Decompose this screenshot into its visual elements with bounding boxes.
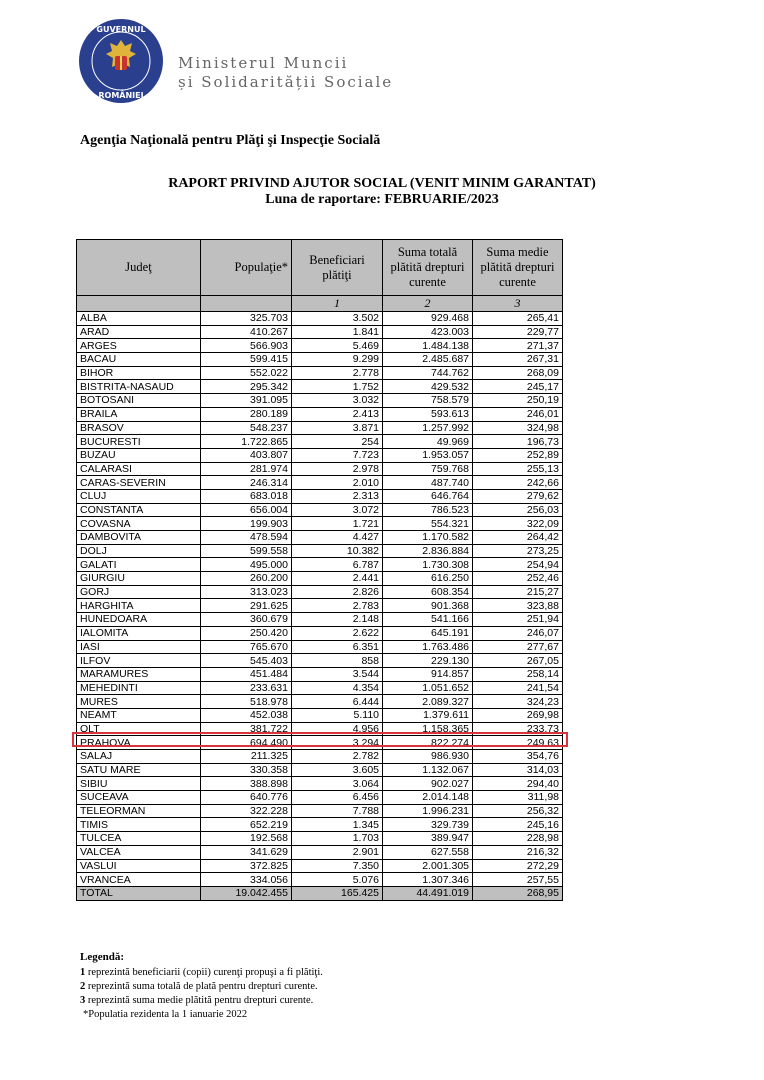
table-row [77,695,563,709]
header-county [77,240,201,296]
cell-average-sum: 264,42 [473,531,563,545]
cell-county: CONSTANTA [77,503,201,517]
table-row [77,640,563,654]
cell-average-sum: 246,01 [473,407,563,421]
cell-county: SATU MARE [77,763,201,777]
cell-average-sum: 271,37 [473,339,563,353]
population-footnote: *Populatia rezidenta la 1 ianuarie 2022 [83,1009,248,1020]
cell-beneficiaries: 858 [292,654,383,668]
cell-beneficiaries: 10.382 [292,544,383,558]
total-row [77,886,563,900]
cell-average-sum: 245,16 [473,818,563,832]
cell-total-sum: 2.014.148 [383,791,473,805]
ministry-line-1: Ministerul Muncii [178,54,349,72]
cell-county: DOLJ [77,544,201,558]
cell-average-sum: 294,40 [473,777,563,791]
table-row [77,312,563,326]
cell-county: HARGHITA [77,599,201,613]
cell-average-sum: 268,95 [473,886,563,900]
cell-beneficiaries: 1.345 [292,818,383,832]
table-row [77,448,563,462]
cell-beneficiaries: 2.148 [292,613,383,627]
table-row [77,517,563,531]
cell-total-sum: 593.613 [383,407,473,421]
table-row [77,750,563,764]
cell-population: 1.722.865 [201,435,292,449]
government-seal-icon [78,18,164,104]
cell-population: 683.018 [201,489,292,503]
cell-average-sum: 228,98 [473,832,563,846]
cell-county: GORJ [77,585,201,599]
cell-total-sum: 822.274 [383,736,473,750]
cell-total-sum: 423.003 [383,325,473,339]
cell-beneficiaries: 1.721 [292,517,383,531]
table-row [77,791,563,805]
cell-population: 211.325 [201,750,292,764]
cell-total-sum: 986.930 [383,750,473,764]
header-population [201,240,292,296]
table-row [77,763,563,777]
table-row [77,681,563,695]
cell-population: 250.420 [201,626,292,640]
social-aid-table [76,239,563,901]
cell-average-sum: 257,55 [473,873,563,887]
table-row [77,804,563,818]
cell-total-sum: 1.307.346 [383,873,473,887]
cell-average-sum: 246,07 [473,626,563,640]
legend-item [80,980,323,994]
cell-county: CALARASI [77,462,201,476]
cell-county: SIBIU [77,777,201,791]
table-row [77,873,563,887]
header-county-label: Judeţ [125,260,152,274]
table-row [77,421,563,435]
cell-beneficiaries: 2.782 [292,750,383,764]
cell-beneficiaries: 165.425 [292,886,383,900]
table-row [77,558,563,572]
cell-population: 388.898 [201,777,292,791]
cell-beneficiaries: 2.826 [292,585,383,599]
cell-total-sum: 1.051.652 [383,681,473,695]
table-row [77,407,563,421]
cell-county: ARAD [77,325,201,339]
legend-item [80,966,323,980]
cell-county: NEAMT [77,708,201,722]
subheader-4: 3 [473,296,563,312]
legend-item [80,994,323,1008]
subheader-1 [201,296,292,312]
cell-population: 599.415 [201,353,292,367]
subheader-0 [77,296,201,312]
header-population-label: Populaţie* [234,260,288,274]
cell-beneficiaries: 3.072 [292,503,383,517]
table-row [77,394,563,408]
table-row [77,489,563,503]
cell-average-sum: 277,67 [473,640,563,654]
cell-population: 360.679 [201,613,292,627]
table-row [77,366,563,380]
cell-beneficiaries: 2.978 [292,462,383,476]
cell-total-sum: 1.257.992 [383,421,473,435]
cell-population: 280.189 [201,407,292,421]
cell-average-sum: 311,98 [473,791,563,805]
legend-text: reprezintă beneficiarii (copii) curenţi propuşi a fi plătiţi. [87,967,323,978]
table-row [77,654,563,668]
table-row [77,818,563,832]
cell-total-sum: 627.558 [383,845,473,859]
table-row [77,572,563,586]
cell-population: 381.722 [201,722,292,736]
cell-beneficiaries: 6.351 [292,640,383,654]
table-row [77,339,563,353]
cell-county: IASI [77,640,201,654]
table-row [77,845,563,859]
table-row [77,353,563,367]
cell-population: 330.358 [201,763,292,777]
cell-total-sum: 1.379.611 [383,708,473,722]
cell-total-sum: 2.089.327 [383,695,473,709]
legend-text: reprezintă suma totală de plată pentru drepturi curente. [87,981,318,992]
cell-beneficiaries: 1.752 [292,380,383,394]
cell-average-sum: 250,19 [473,394,563,408]
cell-beneficiaries: 3.064 [292,777,383,791]
cell-total-sum: 1.763.486 [383,640,473,654]
table-body [77,312,563,901]
cell-total-sum: 786.523 [383,503,473,517]
cell-total-sum: 902.027 [383,777,473,791]
legend-key: 1 [80,967,86,978]
legend-key: 2 [80,981,86,992]
legend-key: 3 [80,995,86,1006]
cell-county: TELEORMAN [77,804,201,818]
cell-county: BRASOV [77,421,201,435]
table-row [77,626,563,640]
cell-total-sum: 929.468 [383,312,473,326]
cell-population: 391.095 [201,394,292,408]
cell-beneficiaries: 7.350 [292,859,383,873]
cell-average-sum: 255,13 [473,462,563,476]
cell-population: 291.625 [201,599,292,613]
cell-beneficiaries: 7.788 [292,804,383,818]
cell-county: PRAHOVA [77,736,201,750]
cell-beneficiaries: 4.956 [292,722,383,736]
cell-population: 545.403 [201,654,292,668]
cell-county: ILFOV [77,654,201,668]
cell-population: 518.978 [201,695,292,709]
table-row [77,832,563,846]
cell-beneficiaries: 2.010 [292,476,383,490]
cell-population: 281.974 [201,462,292,476]
cell-average-sum: 249,63 [473,736,563,750]
agency-name: Agenţia Naţională pentru Plăţi şi Inspecţie Socială [80,133,381,148]
table-row [77,503,563,517]
cell-average-sum: 267,05 [473,654,563,668]
cell-beneficiaries: 2.413 [292,407,383,421]
cell-beneficiaries: 2.441 [292,572,383,586]
cell-average-sum: 251,94 [473,613,563,627]
cell-total-sum: 759.768 [383,462,473,476]
cell-population: 599.558 [201,544,292,558]
cell-population: 372.825 [201,859,292,873]
cell-average-sum: 242,66 [473,476,563,490]
cell-total-sum: 645.191 [383,626,473,640]
cell-county: BRAILA [77,407,201,421]
cell-population: 765.670 [201,640,292,654]
cell-beneficiaries: 1.703 [292,832,383,846]
cell-county: IALOMITA [77,626,201,640]
cell-county: ALBA [77,312,201,326]
cell-beneficiaries: 3.032 [292,394,383,408]
cell-county: MARAMURES [77,667,201,681]
cell-county: VRANCEA [77,873,201,887]
cell-average-sum: 233,73 [473,722,563,736]
cell-county: VALCEA [77,845,201,859]
cell-average-sum: 272,29 [473,859,563,873]
cell-population: 233.631 [201,681,292,695]
cell-beneficiaries: 2.778 [292,366,383,380]
cell-average-sum: 265,41 [473,312,563,326]
cell-population: 410.267 [201,325,292,339]
cell-county: GIURGIU [77,572,201,586]
cell-average-sum: 256,32 [473,804,563,818]
cell-county: MURES [77,695,201,709]
cell-county: CARAS-SEVERIN [77,476,201,490]
cell-total-sum: 646.764 [383,489,473,503]
cell-beneficiaries: 2.783 [292,599,383,613]
table-row [77,585,563,599]
cell-county: DAMBOVITA [77,531,201,545]
cell-population: 451.484 [201,667,292,681]
table-row [77,777,563,791]
cell-average-sum: 273,25 [473,544,563,558]
cell-average-sum: 216,32 [473,845,563,859]
table-row [77,613,563,627]
cell-average-sum: 324,98 [473,421,563,435]
cell-average-sum: 196,73 [473,435,563,449]
cell-population: 694.490 [201,736,292,750]
report-title: RAPORT PRIVIND AJUTOR SOCIAL (VENIT MINIM GARANTAT) [168,176,596,191]
cell-total-sum: 2.485.687 [383,353,473,367]
cell-beneficiaries: 9.299 [292,353,383,367]
cell-county: BUCURESTI [77,435,201,449]
cell-county: CLUJ [77,489,201,503]
cell-average-sum: 252,89 [473,448,563,462]
cell-average-sum: 268,09 [473,366,563,380]
header-beneficiaries-label: Beneficiari plătiţi [309,252,365,282]
ministry-name [178,54,393,92]
cell-total-sum: 2.836.884 [383,544,473,558]
cell-county: SALAJ [77,750,201,764]
cell-average-sum: 252,46 [473,572,563,586]
cell-population: 313.023 [201,585,292,599]
cell-average-sum: 269,98 [473,708,563,722]
cell-average-sum: 314,03 [473,763,563,777]
cell-total-sum: 1.158.365 [383,722,473,736]
cell-county: VASLUI [77,859,201,873]
cell-population: 552.022 [201,366,292,380]
table-row [77,859,563,873]
legend [80,950,323,1022]
cell-population: 341.629 [201,845,292,859]
cell-average-sum: 279,62 [473,489,563,503]
cell-population: 334.056 [201,873,292,887]
cell-average-sum: 267,31 [473,353,563,367]
cell-total-sum: 1.170.582 [383,531,473,545]
table-row [77,544,563,558]
table-row [77,708,563,722]
legend-title: Legendă: [80,951,124,963]
cell-population: 452.038 [201,708,292,722]
cell-population: 19.042.455 [201,886,292,900]
cell-total-sum: 1.484.138 [383,339,473,353]
cell-average-sum: 324,23 [473,695,563,709]
cell-population: 325.703 [201,312,292,326]
cell-beneficiaries: 2.901 [292,845,383,859]
cell-beneficiaries: 4.354 [292,681,383,695]
cell-population: 260.200 [201,572,292,586]
cell-beneficiaries: 1.841 [292,325,383,339]
cell-total-sum: 2.001.305 [383,859,473,873]
cell-beneficiaries: 3.502 [292,312,383,326]
cell-county: TULCEA [77,832,201,846]
cell-population: 656.004 [201,503,292,517]
table-row [77,531,563,545]
cell-beneficiaries: 6.456 [292,791,383,805]
cell-total-sum: 329.739 [383,818,473,832]
cell-total-sum: 541.166 [383,613,473,627]
cell-population: 199.903 [201,517,292,531]
report-subtitle: Luna de raportare: FEBRUARIE/2023 [265,192,499,207]
cell-population: 322.228 [201,804,292,818]
cell-county: TOTAL [77,886,201,900]
cell-total-sum: 1.996.231 [383,804,473,818]
cell-average-sum: 354,76 [473,750,563,764]
legend-text: reprezintă suma medie plătită pentru drepturi curente. [87,995,314,1006]
table-row [77,667,563,681]
table-row [77,462,563,476]
cell-average-sum: 322,09 [473,517,563,531]
ministry-line-2: și Solidarității Sociale [178,73,394,91]
cell-population: 478.594 [201,531,292,545]
cell-total-sum: 914.857 [383,667,473,681]
header-total-sum [383,240,473,296]
cell-county: BUZAU [77,448,201,462]
cell-county: BACAU [77,353,201,367]
cell-total-sum: 44.491.019 [383,886,473,900]
cell-beneficiaries: 3.605 [292,763,383,777]
cell-total-sum: 608.354 [383,585,473,599]
cell-average-sum: 258,14 [473,667,563,681]
table-row [77,435,563,449]
cell-beneficiaries: 4.427 [292,531,383,545]
svg-text:ROMÂNIEI: ROMÂNIEI [98,91,144,100]
table-row [77,599,563,613]
cell-total-sum: 1.953.057 [383,448,473,462]
cell-total-sum: 1.730.308 [383,558,473,572]
cell-population: 295.342 [201,380,292,394]
cell-beneficiaries: 5.110 [292,708,383,722]
cell-beneficiaries: 2.622 [292,626,383,640]
cell-total-sum: 389.947 [383,832,473,846]
cell-average-sum: 229,77 [473,325,563,339]
cell-total-sum: 49.969 [383,435,473,449]
cell-population: 652.219 [201,818,292,832]
svg-text:GUVERNUL: GUVERNUL [96,25,146,34]
cell-average-sum: 241,54 [473,681,563,695]
table-row [77,325,563,339]
cell-county: TIMIS [77,818,201,832]
header-beneficiaries [292,240,383,296]
cell-total-sum: 616.250 [383,572,473,586]
cell-beneficiaries: 3.544 [292,667,383,681]
cell-total-sum: 1.132.067 [383,763,473,777]
cell-beneficiaries: 3.294 [292,736,383,750]
cell-county: MEHEDINTI [77,681,201,695]
cell-average-sum: 323,88 [473,599,563,613]
cell-population: 192.568 [201,832,292,846]
cell-beneficiaries: 254 [292,435,383,449]
cell-beneficiaries: 3.871 [292,421,383,435]
subheader-2: 1 [292,296,383,312]
cell-beneficiaries: 5.076 [292,873,383,887]
cell-population: 403.807 [201,448,292,462]
cell-county: OLT [77,722,201,736]
cell-average-sum: 245,17 [473,380,563,394]
highlighted-row-marker [72,732,568,747]
cell-county: HUNEDOARA [77,613,201,627]
cell-county: BOTOSANI [77,394,201,408]
cell-total-sum: 554.321 [383,517,473,531]
cell-average-sum: 256,03 [473,503,563,517]
cell-county: COVASNA [77,517,201,531]
cell-population: 246.314 [201,476,292,490]
cell-beneficiaries: 2.313 [292,489,383,503]
cell-population: 640.776 [201,791,292,805]
table-row [77,476,563,490]
cell-beneficiaries: 6.787 [292,558,383,572]
page-header [78,18,498,110]
cell-total-sum: 758.579 [383,394,473,408]
cell-total-sum: 229.130 [383,654,473,668]
header-average-sum [473,240,563,296]
cell-county: ARGES [77,339,201,353]
cell-population: 495.000 [201,558,292,572]
cell-population: 566.903 [201,339,292,353]
header-total-sum-label: Suma totală plătită drepturi curente [390,245,465,289]
subheader-3: 2 [383,296,473,312]
cell-average-sum: 215,27 [473,585,563,599]
cell-total-sum: 429.532 [383,380,473,394]
cell-county: SUCEAVA [77,791,201,805]
cell-total-sum: 487.740 [383,476,473,490]
cell-county: BIHOR [77,366,201,380]
header-average-sum-label: Suma medie plătită drepturi curente [480,245,555,289]
table-row [77,380,563,394]
cell-average-sum: 254,94 [473,558,563,572]
cell-beneficiaries: 7.723 [292,448,383,462]
cell-beneficiaries: 5.469 [292,339,383,353]
cell-population: 548.237 [201,421,292,435]
cell-county: BISTRITA-NASAUD [77,380,201,394]
cell-total-sum: 744.762 [383,366,473,380]
cell-total-sum: 901.368 [383,599,473,613]
cell-county: GALATI [77,558,201,572]
cell-beneficiaries: 6.444 [292,695,383,709]
